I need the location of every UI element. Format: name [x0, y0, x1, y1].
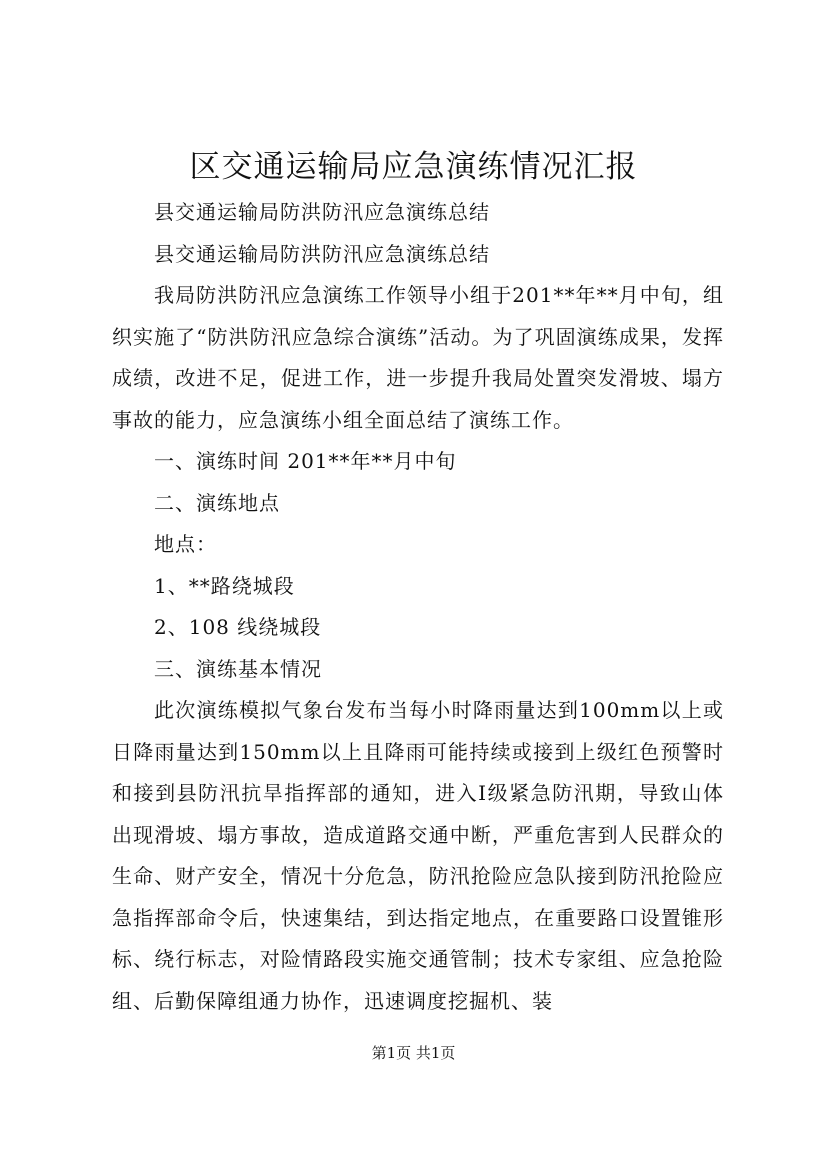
subtitle-line: 县交通运输局防洪防汛应急演练总结 — [154, 200, 490, 224]
situation-paragraph: 此次演练模拟气象台发布当每小时降雨量达到100mm以上或日降雨量达到150mm以上且降雨可能持续或接到上级红色预警时和接到县防汛抗旱指挥部的通知，进入Ⅰ级紧急防汛期，导致山体出现滑坡、塌方事故，造成道路交通中断，严重危害到人民群众的生命、财产安全，情况十分危急，防汛抢险应急队接到防汛抢险应急指挥部命令后，快速集结，到达指定地点，在重要路口设置锥形标、绕行标志，对险情路段实施交通管制；技术专家组、应急抢险组、后勤保障组通力协作，迅速调度挖掘机、装 — [112, 698, 724, 1013]
document-title: 区交通运输局应急演练情况汇报 — [189, 149, 638, 185]
location-item: 2、108 线绕城段 — [154, 615, 322, 639]
location-item: 1、**路绕城段 — [154, 573, 295, 598]
subtitle-line: 县交通运输局防洪防汛应急演练总结 — [154, 241, 490, 266]
page-footer: 第1页 共1页 — [371, 1044, 456, 1062]
location-label: 地点： — [154, 532, 217, 556]
section-heading-time: 一、演练时间 201**年**月中旬 — [154, 449, 457, 473]
document-body — [112, 192, 724, 1022]
section-heading-location: 二、演练地点 — [154, 490, 280, 515]
section-heading-situation: 三、演练基本情况 — [154, 656, 322, 681]
intro-paragraph: 我局防洪防汛应急演练工作领导小组于201**年**月中旬，组织实施了“防洪防汛应急综合演练”活动。为了巩固演练成果，发挥成绩，改进不足，促进工作，进一步提升我局处置突发滑坡、塌方事故的能力，应急演练小组全面总结了演练工作。 — [112, 283, 724, 432]
